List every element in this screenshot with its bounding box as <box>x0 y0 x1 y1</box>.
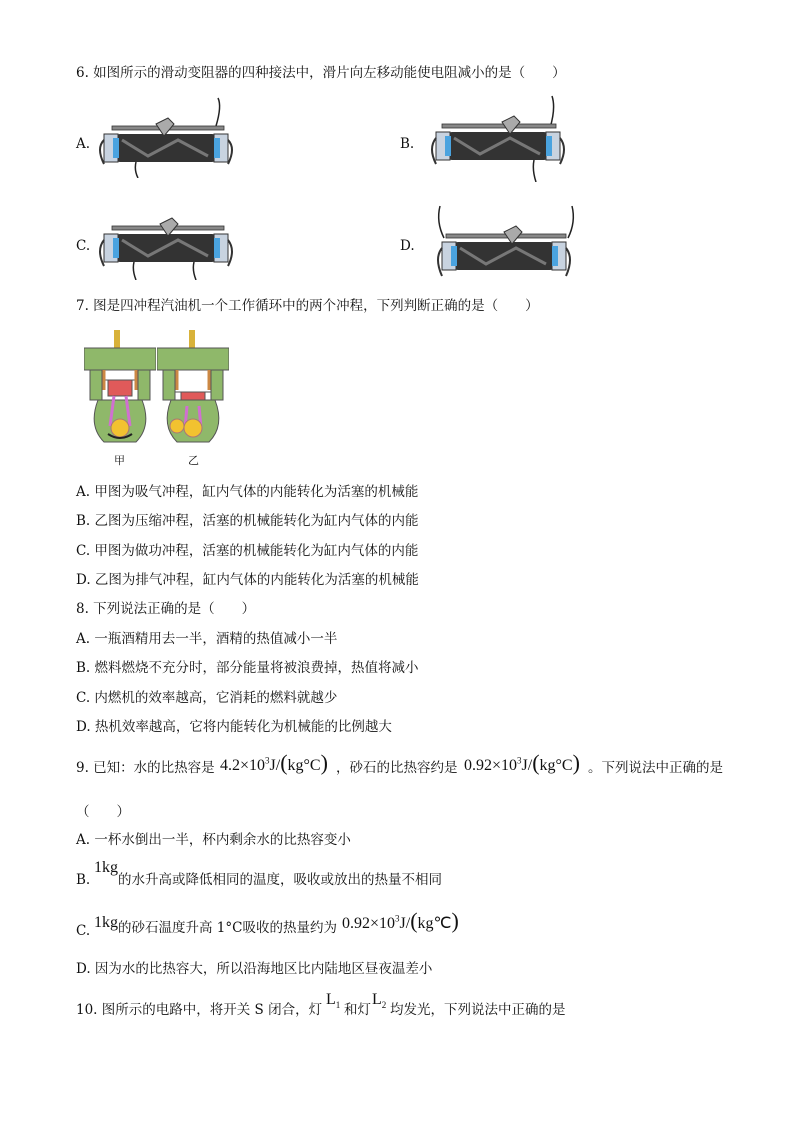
rheostat-figure-d <box>434 204 578 284</box>
q9-option-c-mass: 1kg <box>94 914 118 931</box>
engine-label-jia: 甲 <box>114 454 125 467</box>
q9-option-b-label: B. <box>76 872 91 888</box>
q6-stem: 6. 如图所示的滑动变阻器的四种接法中，滑片向左移动能使电阻减小的是（ ） <box>76 65 566 81</box>
q10-stem-pre: 10. 图所示的电路中，将开关 S 闭合，灯 <box>76 1002 323 1018</box>
q7-stem: 7. 图是四冲程汽油机一个工作循环中的两个冲程，下列判断正确的是（ ） <box>76 298 539 314</box>
rheostat-figure-a <box>98 96 238 178</box>
q6-option-c-label: C. <box>76 238 91 254</box>
q9-stem-mid: ，砂石的比热容约是 <box>336 760 458 776</box>
q8-stem: 8. 下列说法正确的是（ ） <box>76 601 256 617</box>
q9-stem-pre: 9. 已知：水的比热容是 <box>76 760 215 776</box>
q9-stem-post: 。下列说法中正确的是 <box>588 760 723 776</box>
q10-lamp-l1: $L_1$ <box>326 991 341 1011</box>
q9-option-c-value: $0.92\times 10^3J/(kg℃)$ <box>342 908 459 933</box>
engine-label-yi: 乙 <box>188 454 199 467</box>
q10-stem-post: 均发光，下列说法中正确的是 <box>390 1002 566 1018</box>
q7-option-a: A. 甲图为吸气冲程，缸内气体的内能转化为活塞的机械能 <box>76 484 419 500</box>
engine-figure-jia <box>84 330 156 452</box>
q6-option-a-label: A. <box>76 136 91 152</box>
q9-option-a: A. 一杯水倒出一半，杯内剩余水的比热容变小 <box>76 832 351 848</box>
q7-option-d: D. 乙图为排气冲程，缸内气体的内能转化为活塞的机械能 <box>76 572 419 588</box>
q9-option-c-label: C. <box>76 923 91 939</box>
rheostat-figure-b <box>430 94 570 182</box>
q10-stem-mid: 和灯 <box>344 1002 371 1018</box>
q8-option-d: D. 热机效率越高，它将内能转化为机械能的比例越大 <box>76 719 392 735</box>
q10-lamp-l2: $L_2$ <box>372 991 387 1011</box>
q8-option-b: B. 燃料燃烧不充分时，部分能量将被浪费掉，热值将减小 <box>76 660 419 676</box>
q6-option-d-label: D. <box>400 238 415 254</box>
q9-option-c-text: 的砂石温度升高 1°C吸收的热量约为 <box>118 920 337 936</box>
q9-option-d: D. 因为水的比热容大，所以沿海地区比内陆地区昼夜温差小 <box>76 961 433 977</box>
q9-option-b-mass: 1kg <box>94 859 118 876</box>
q8-option-c: C. 内燃机的效率越高，它消耗的燃料就越少 <box>76 690 338 706</box>
q6-option-b-label: B. <box>400 136 415 152</box>
q9-answer-paren: （ ） <box>76 804 130 820</box>
q9-option-b-text: 的水升高或降低相同的温度，吸收或放出的热量不相同 <box>118 872 442 888</box>
q7-option-c: C. 甲图为做功冲程，活塞的机械能转化为缸内气体的内能 <box>76 543 419 559</box>
engine-figure-yi <box>157 330 229 452</box>
q8-option-a: A. 一瓶酒精用去一半，酒精的热值减小一半 <box>76 631 338 647</box>
q9-water-specific-heat: $4.2\times 10^3J/(kg^\circ C)$ <box>220 750 328 775</box>
q7-option-b: B. 乙图为压缩冲程，活塞的机械能转化为缸内气体的内能 <box>76 513 419 529</box>
rheostat-figure-c <box>98 214 238 280</box>
q9-sand-specific-heat: $0.92\times 10^3J/(kg^\circ C)$ <box>464 750 580 775</box>
